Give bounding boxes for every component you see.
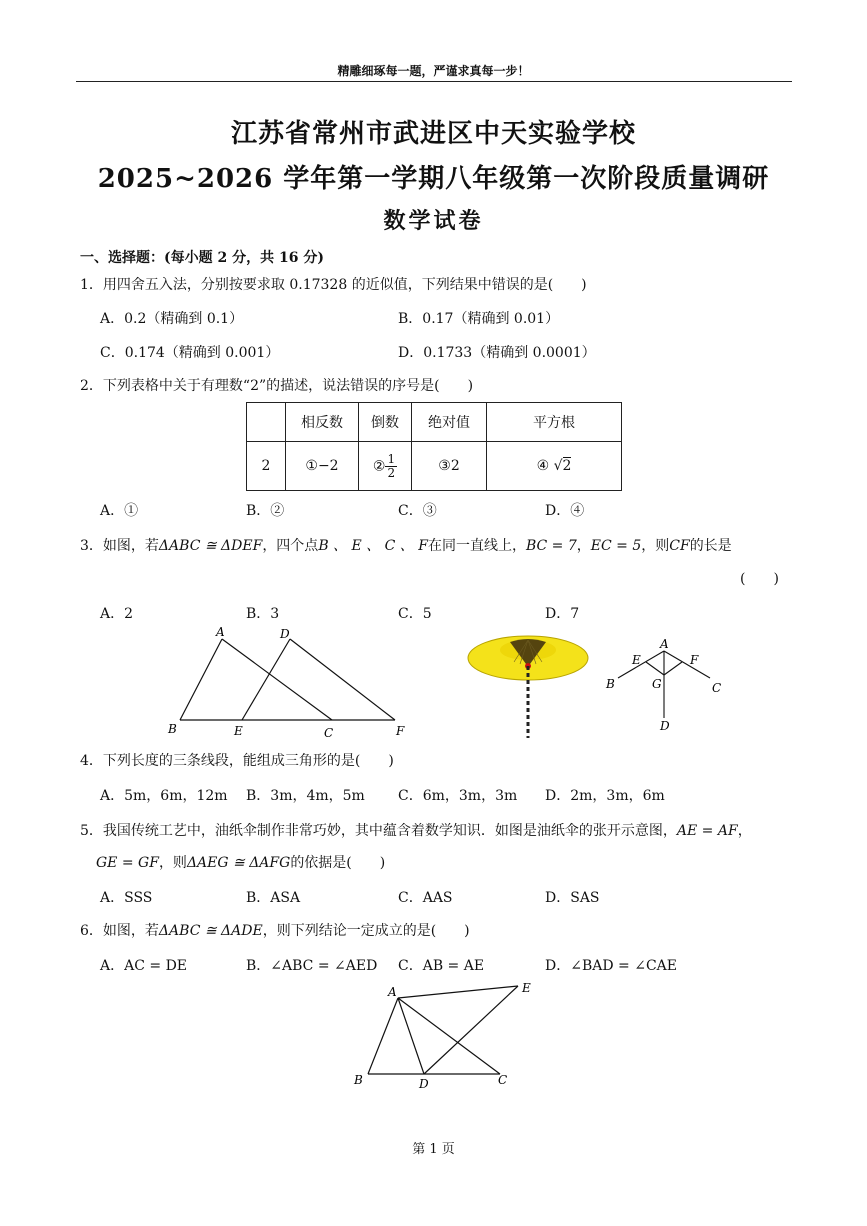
q5-text: ， <box>737 823 752 839</box>
label-d: D <box>280 627 290 641</box>
header-rule <box>76 81 792 82</box>
page-number: 第 1 页 <box>412 1142 455 1157</box>
section-heading: 一、选择题：(每小题 2 分，共 16 分) <box>80 250 324 266</box>
label-a: A <box>660 638 669 651</box>
label-e: E <box>632 653 641 667</box>
q6-option-c: C．AB = AE <box>398 958 485 974</box>
q4-option-d: D．2m，3m，6m <box>545 788 665 804</box>
segment-ed <box>242 639 290 720</box>
q3-text: 在同一直线上， <box>427 538 526 554</box>
table-cell: 2 <box>247 442 286 491</box>
circled-mark: ② <box>372 458 386 474</box>
oil-paper-umbrella-icon <box>466 628 592 740</box>
question-3 <box>80 535 732 555</box>
q5-text: 5．我国传统工艺中，油纸伞制作非常巧妙，其中蕴含着数学知识．如图是油纸伞的张开示意图， <box>80 823 677 839</box>
segment-ac <box>664 651 710 678</box>
segment-ba <box>618 651 664 678</box>
q6-triangles-figure <box>350 978 540 1093</box>
q3-option-d: D．7 <box>545 606 580 622</box>
table-cell: ③2 <box>412 442 487 491</box>
table-cell <box>487 442 622 491</box>
q3-text: ，四个点 <box>262 538 319 554</box>
label-g: G <box>652 677 662 691</box>
q3-answer-paren: ( ) <box>740 571 779 587</box>
segment-ab <box>368 998 398 1074</box>
q1-option-b: B．0.17（精确到 0.01） <box>398 311 560 327</box>
question-4: 4．下列长度的三条线段，能组成三角形的是( ) <box>80 753 394 769</box>
q1-option-d: D．0.1733（精确到 0.0001） <box>398 345 596 361</box>
q4-option-a: A．5m，6m，12m <box>100 788 228 804</box>
label-c: C <box>712 681 722 695</box>
label-d: D <box>419 1077 429 1091</box>
circled-mark: ④ <box>536 458 550 474</box>
label-c: C <box>324 726 334 740</box>
q2-option-c: C．③ <box>398 503 437 519</box>
q3-math: ΔABC ≅ ΔDEF <box>158 538 263 554</box>
q3-triangles-figure <box>160 625 420 740</box>
q3-text: ， <box>576 538 591 554</box>
q6-math: ΔABC ≅ ΔADE <box>158 923 263 939</box>
q3-option-b: B．3 <box>246 606 280 622</box>
q5-text: ，则 <box>158 855 187 871</box>
q3-text: 的长是 <box>689 538 732 554</box>
q1-option-a: A．0.2（精确到 0.1） <box>100 311 244 327</box>
segment-ad <box>398 998 424 1074</box>
label-b: B <box>168 722 177 736</box>
table-header-row <box>247 403 622 442</box>
segment-df <box>290 639 395 720</box>
label-e: E <box>522 981 531 995</box>
q3-math: BC = 7 <box>525 538 577 554</box>
sqrt-icon: √ <box>553 458 563 474</box>
label-f: F <box>396 724 405 738</box>
umbrella-diagram <box>598 638 728 738</box>
table-header: 相反数 <box>286 403 359 442</box>
q2-option-a: A．① <box>100 503 139 519</box>
q2-option-b: B．② <box>246 503 285 519</box>
q5-math: AE = AF <box>676 823 738 839</box>
page-title-exam: 2025~2026 学年第一学期八年级第一次阶段质量调研 <box>97 164 770 194</box>
q3-text: ，则 <box>641 538 670 554</box>
segment-eg <box>646 662 664 675</box>
q5-option-d: D．SAS <box>545 890 600 906</box>
q3-math: B 、 E 、 C 、 F <box>318 538 428 554</box>
table-cell <box>359 442 412 491</box>
segment-ed <box>424 986 518 1074</box>
question-6 <box>80 920 470 940</box>
table-header: 倒数 <box>359 403 412 442</box>
question-2: 2．下列表格中关于有理数“2”的描述，说法错误的序号是( ) <box>80 378 474 394</box>
q6-text: 6．如图，若 <box>80 923 159 939</box>
question-5-line-2 <box>96 852 385 872</box>
q3-option-c: C．5 <box>398 606 432 622</box>
q1-option-c: C．0.174（精确到 0.001） <box>100 345 280 361</box>
q4-option-b: B．3m，4m，5m <box>246 788 365 804</box>
segment-ac <box>222 639 332 720</box>
label-b: B <box>606 677 615 691</box>
radicand: 2 <box>562 458 572 474</box>
page-motto: 精雕细琢每一题，严谨求真每一步！ <box>337 64 530 78</box>
q3-math: EC = 5 <box>590 538 642 554</box>
table-cell: ①−2 <box>286 442 359 491</box>
q5-option-b: B．ASA <box>246 890 301 906</box>
table-header: 平方根 <box>487 403 622 442</box>
q5-math: ΔAEG ≅ ΔAFG <box>186 855 291 871</box>
segment-fg <box>664 662 682 675</box>
fraction <box>385 453 397 480</box>
q6-option-d: D．∠BAD = ∠CAE <box>545 958 677 974</box>
page-title-subject: 数学试卷 <box>383 208 484 234</box>
q6-option-a: A．AC = DE <box>100 958 188 974</box>
page-title-school: 江苏省常州市武进区中天实验学校 <box>230 119 636 149</box>
table-header: 绝对值 <box>412 403 487 442</box>
q2-option-d: D．④ <box>545 503 585 519</box>
label-a: A <box>388 985 397 999</box>
q5-option-a: A．SSS <box>100 890 153 906</box>
q5-text: 的依据是( ) <box>290 855 386 871</box>
table-row <box>247 442 622 491</box>
table-cell <box>247 403 286 442</box>
q5-option-c: C．AAS <box>398 890 453 906</box>
segment-ac <box>398 998 500 1074</box>
label-a: A <box>216 625 225 639</box>
label-b: B <box>354 1073 363 1087</box>
fraction-denominator: 2 <box>387 465 396 480</box>
q3-option-a: A．2 <box>100 606 134 622</box>
q5-math: GE = GF <box>96 855 159 871</box>
q6-option-b: B．∠ABC = ∠AED <box>246 958 378 974</box>
q6-text: ，则下列结论一定成立的是( ) <box>262 923 470 939</box>
label-d: D <box>660 719 670 733</box>
q4-option-c: C．6m，3m，3m <box>398 788 518 804</box>
label-c: C <box>498 1073 508 1087</box>
label-f: F <box>690 653 699 667</box>
q3-math: CF <box>669 538 690 554</box>
segment-ab <box>180 639 222 720</box>
q2-table <box>246 402 622 491</box>
fraction-numerator: 1 <box>387 451 396 466</box>
segment-ae <box>398 986 518 998</box>
question-5-line-1 <box>80 820 752 840</box>
label-e: E <box>234 724 243 738</box>
q3-text: 3．如图，若 <box>80 538 159 554</box>
question-1: 1．用四舍五入法，分别按要求取 0.17328 的近似值，下列结果中错误的是( ) <box>80 277 587 293</box>
